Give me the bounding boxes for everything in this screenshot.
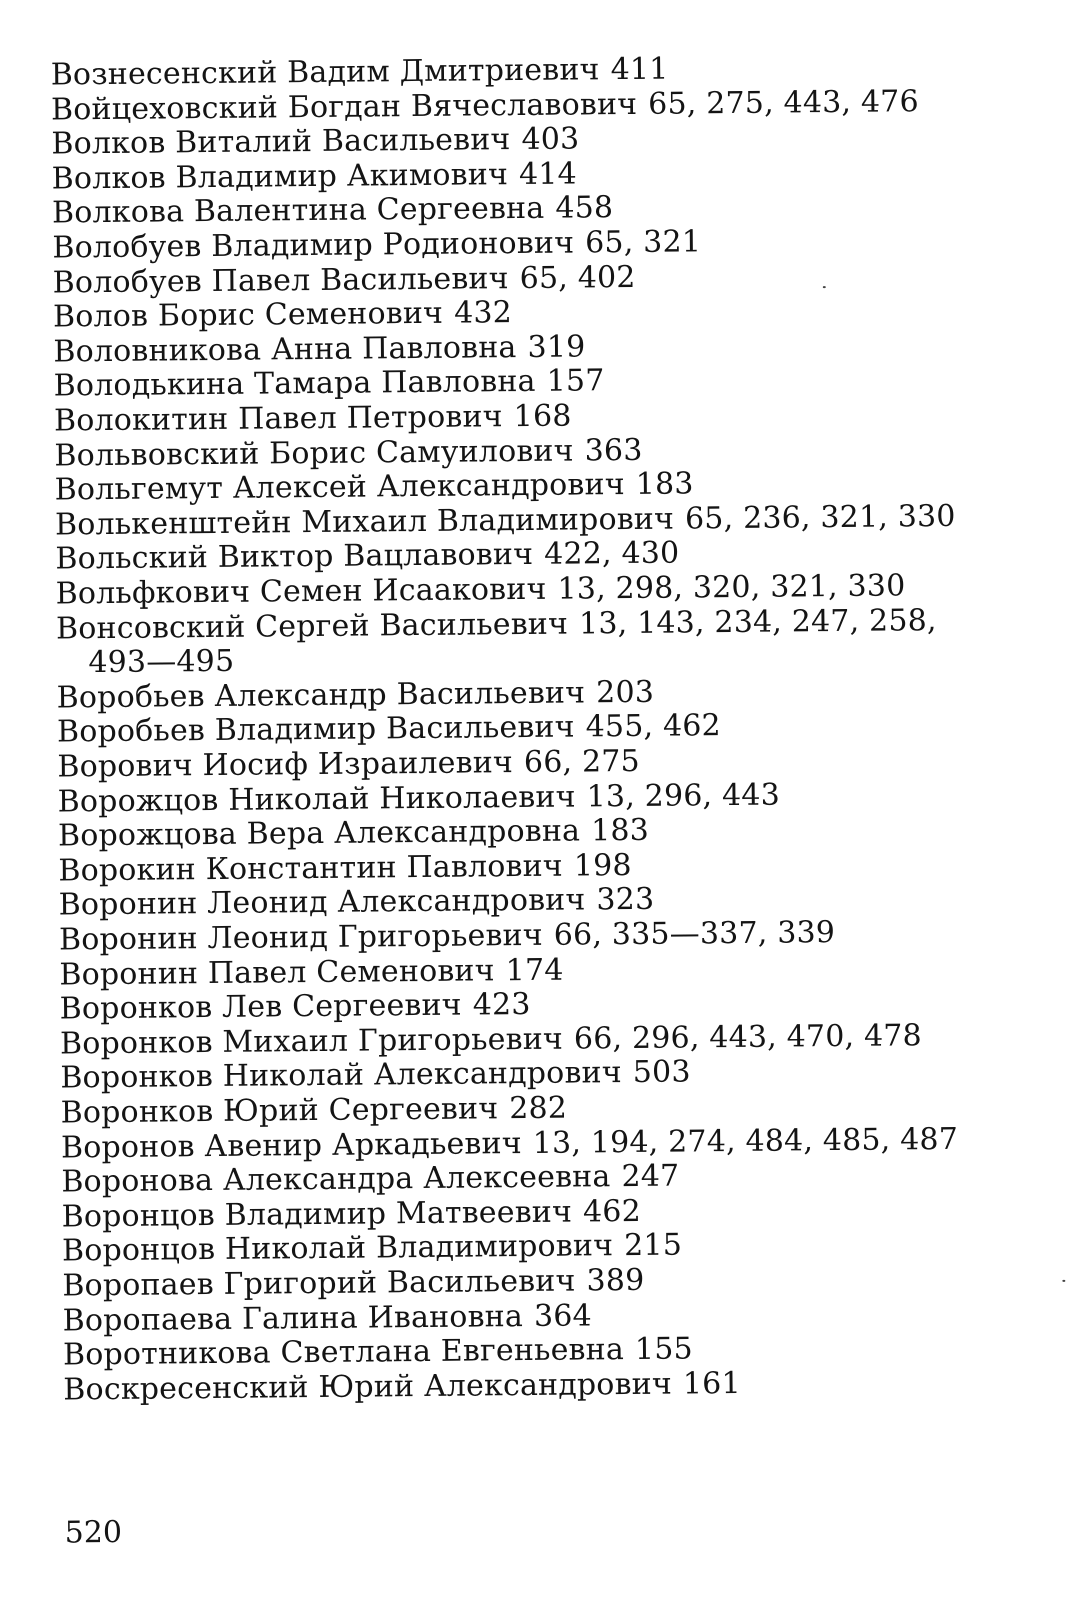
- entry-pages: 183: [635, 466, 694, 503]
- entry-name: Воронков Михаил Григорьевич: [59, 1021, 564, 1062]
- entry-name: Вонсовский Сергей Васильевич: [55, 606, 569, 647]
- entry-pages: 319: [527, 329, 586, 365]
- entry-name: Воскресенский Юрий Александрович: [63, 1366, 673, 1408]
- entry-pages: 65, 236, 321, 330: [684, 498, 956, 537]
- entry-name: Ворожцов Николай Николаевич: [57, 779, 576, 820]
- entry-name: Волокитин Павел Петрович: [53, 399, 503, 439]
- entry-name: Волкова Валентина Сергеевна: [51, 191, 545, 231]
- entry-name: Володькина Тамара Павловна: [53, 364, 536, 404]
- entry-pages: 13, 194, 274, 484, 485, 487: [532, 1121, 959, 1161]
- index-entry: [63, 1366, 741, 1409]
- entry-pages: 389: [586, 1262, 645, 1299]
- entry-name: Воронин Павел Семенович: [59, 952, 495, 993]
- entry-name: Волобуев Владимир Родионович: [52, 225, 575, 266]
- entry-name: Ворович Иосиф Израилевич: [57, 745, 514, 785]
- entry-name: Воронцов Владимир Матвеевич: [61, 1194, 573, 1235]
- entry-name: Ворокин Константин Павлович: [58, 848, 564, 889]
- entry-pages: 161: [682, 1365, 741, 1402]
- entry-name: Вознесенский Вадим Дмитриевич: [50, 52, 600, 93]
- entry-name: Воронова Александра Алексеевна: [61, 1159, 611, 1200]
- index-entry: [59, 915, 835, 958]
- entry-name: Воронков Лев Сергеевич: [59, 987, 462, 1027]
- entry-pages: 65, 275, 443, 476: [648, 83, 919, 122]
- entry-name: Волов Борис Семенович: [52, 295, 444, 335]
- index-entry: [56, 603, 937, 647]
- entry-name: Воронков Юрий Сергеевич: [60, 1091, 499, 1131]
- entry-pages: 423: [472, 987, 531, 1023]
- entry-name: Воробьев Владимир Васильевич: [56, 709, 575, 750]
- entry-name: Волькенштейн Михаил Владимирович: [54, 501, 675, 543]
- entry-name: Вольский Виктор Вацлавович: [55, 537, 534, 577]
- entry-pages: 155: [634, 1331, 693, 1368]
- entry-name: Воробьев Александр Васильевич: [56, 675, 586, 716]
- entry-name: Воротникова Светлана Евгеньевна: [62, 1332, 625, 1373]
- entry-name: Ворожцова Вера Александровна: [57, 813, 581, 854]
- entry-pages: 411: [610, 51, 669, 88]
- entry-pages: 183: [590, 812, 650, 849]
- entry-pages: 198: [573, 847, 632, 884]
- entry-pages: 462: [582, 1193, 642, 1230]
- entry-pages: 247: [621, 1158, 680, 1195]
- entry-pages: 66, 296, 443, 470, 478: [573, 1017, 923, 1057]
- entry-pages: 432: [453, 295, 513, 331]
- entry-name: Воронов Авенир Аркадьевич: [60, 1125, 522, 1166]
- entry-pages: 168: [513, 398, 572, 435]
- entry-pages: 13, 298, 320, 321, 330: [557, 568, 906, 607]
- entry-name: Вольвовский Борис Самуилович: [54, 433, 574, 474]
- index-entry: [60, 1055, 691, 1097]
- entry-name: Воропаева Галина Ивановна: [62, 1298, 524, 1339]
- entry-pages: 282: [509, 1090, 568, 1127]
- entry-pages: 403: [521, 121, 580, 158]
- entry-name: Вольфкович Семен Исаакович: [55, 571, 547, 612]
- index-entry-continuation: [56, 644, 234, 682]
- print-speck: [823, 286, 826, 288]
- entry-pages: 493—495: [88, 643, 235, 681]
- entry-name: Воронин Леонид Александрович: [58, 882, 586, 923]
- name-index-list: [50, 48, 1061, 1408]
- entry-pages: 323: [596, 882, 655, 918]
- entry-name: Воропаев Григорий Васильевич: [62, 1263, 576, 1304]
- page-number: 520: [64, 1514, 123, 1551]
- entry-pages: 203: [596, 674, 655, 711]
- entry-pages: 13, 143, 234, 247, 258,: [578, 602, 937, 642]
- entry-name: Воронков Николай Александрович: [60, 1055, 622, 1096]
- entry-pages: 13, 296, 443: [586, 777, 781, 814]
- entry-pages: 174: [505, 952, 564, 988]
- entry-name: Волков Виталий Васильевич: [51, 122, 511, 162]
- entry-name: Воловникова Анна Павловна: [53, 329, 517, 370]
- entry-pages: 458: [555, 190, 614, 227]
- entry-pages: 66, 335—337, 339: [553, 915, 836, 953]
- entry-name: Воронцов Николай Владимирович: [61, 1228, 614, 1269]
- entry-pages: 364: [533, 1297, 593, 1334]
- entry-pages: 66, 275: [523, 743, 641, 781]
- entry-pages: 503: [632, 1054, 691, 1091]
- entry-name: Волобуев Павел Васильевич: [52, 260, 509, 301]
- entry-pages: 414: [518, 156, 578, 192]
- entry-name: Войцеховский Богдан Вячеславович: [50, 86, 638, 128]
- index-entry: [53, 260, 636, 302]
- entry-pages: 363: [584, 432, 643, 469]
- print-speck: [1062, 1280, 1065, 1282]
- entry-pages: 65, 321: [584, 224, 702, 261]
- entry-pages: 157: [546, 363, 605, 400]
- entry-pages: 422, 430: [543, 535, 680, 573]
- entry-name: Воронин Леонид Григорьевич: [58, 917, 543, 958]
- index-entry: [51, 84, 919, 128]
- entry-pages: 215: [623, 1227, 683, 1264]
- entry-pages: 455, 462: [585, 708, 722, 745]
- index-entry: [60, 1018, 922, 1062]
- index-entry: [58, 777, 781, 820]
- entry-pages: 65, 402: [519, 259, 636, 296]
- entry-name: Вольгемут Алексей Александрович: [54, 467, 625, 508]
- entry-name: Волков Владимир Акимович: [51, 156, 509, 197]
